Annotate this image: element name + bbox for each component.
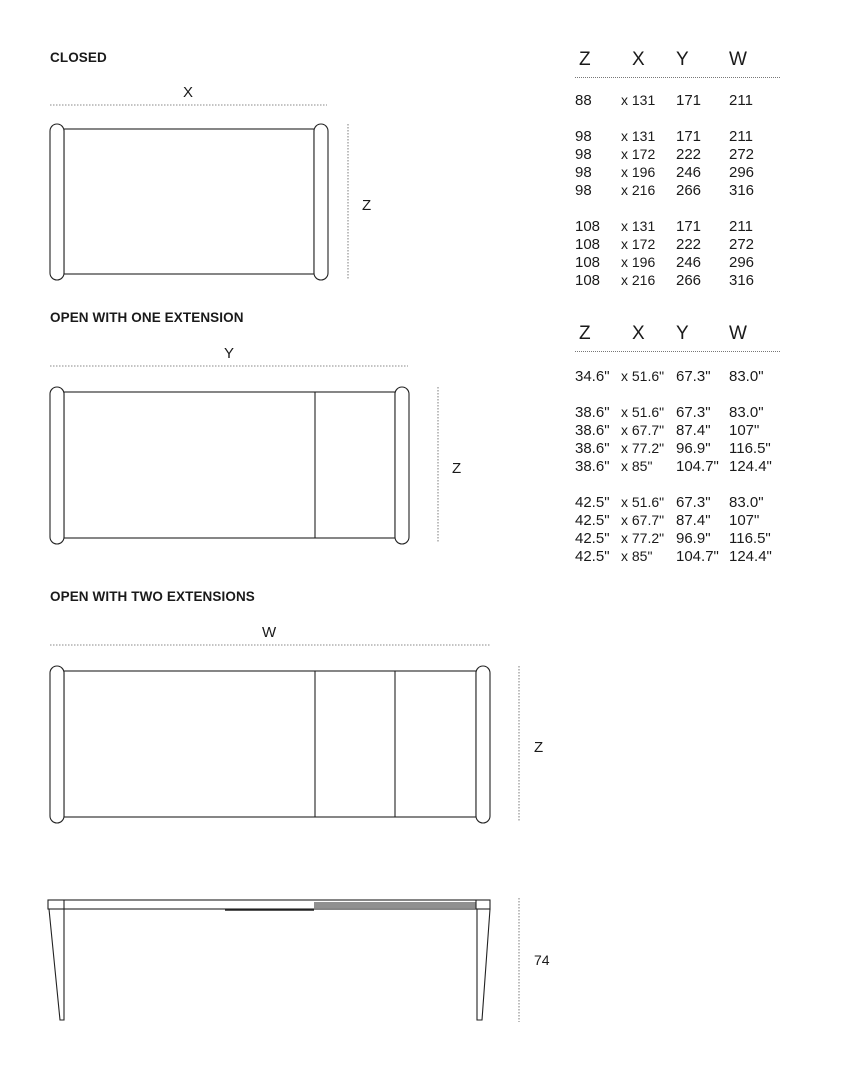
one-ext-end-left (50, 387, 64, 544)
two-extensions-top-view (50, 645, 519, 823)
cell-x: x 131 (621, 128, 656, 144)
cell-z: 34.6" (575, 368, 610, 385)
elevation-leg-left (49, 909, 64, 1020)
cell-z: 42.5" (575, 548, 610, 565)
section-title-one-extension: OPEN WITH ONE EXTENSION (50, 310, 244, 325)
table-row (575, 254, 780, 272)
cell-z: 42.5" (575, 494, 610, 511)
one-ext-depth-label: Z (452, 460, 462, 477)
side-elevation-view (48, 898, 519, 1022)
cell-w: 296 (729, 164, 755, 181)
cell-w: 211 (729, 218, 753, 235)
imperial-table-header (575, 323, 780, 347)
cell-z: 98 (575, 146, 592, 163)
two-ext-tabletop (64, 671, 476, 817)
cell-x: x 216 (621, 182, 656, 198)
cell-w: 124.4" (729, 458, 772, 475)
cell-y: 246 (676, 164, 702, 181)
two-ext-width-label: W (262, 624, 277, 641)
cell-z: 108 (575, 272, 601, 289)
table-row (575, 182, 780, 200)
cell-w: 83.0" (729, 494, 764, 511)
cell-x: x 196 (621, 164, 656, 180)
one-ext-end-right (395, 387, 409, 544)
section-title-closed: CLOSED (50, 50, 107, 65)
imperial-header-x: X (632, 323, 645, 344)
metric-header-x: X (632, 49, 645, 70)
cell-w: 316 (729, 182, 755, 199)
table-row (575, 440, 780, 458)
metric-header-w: W (729, 49, 747, 70)
cell-z: 98 (575, 182, 592, 199)
closed-top-view (50, 105, 348, 280)
imperial-header-w: W (729, 323, 747, 344)
cell-x: x 85" (621, 548, 653, 564)
cell-w: 296 (729, 254, 755, 271)
cell-y: 67.3" (676, 494, 711, 511)
cell-x: x 77.2" (621, 530, 665, 546)
table-row (575, 128, 780, 146)
cell-w: 211 (729, 92, 753, 109)
cell-y: 222 (676, 236, 702, 253)
imperial-header-z: Z (579, 323, 591, 344)
cell-w: 272 (729, 146, 755, 163)
elevation-leg-right (477, 909, 490, 1020)
table-row (575, 272, 780, 290)
closed-tabletop (64, 129, 314, 274)
cell-y: 96.9" (676, 440, 711, 457)
cell-y: 67.3" (676, 368, 711, 385)
table-row (575, 530, 780, 548)
cell-x: x 216 (621, 272, 656, 288)
table-row (575, 146, 780, 164)
cell-z: 42.5" (575, 530, 610, 547)
cell-w: 272 (729, 236, 755, 253)
cell-w: 211 (729, 128, 753, 145)
cell-w: 116.5" (729, 440, 771, 457)
cell-z: 108 (575, 218, 601, 235)
one-ext-tabletop (64, 392, 395, 538)
table-row (575, 236, 780, 254)
cell-x: x 131 (621, 218, 656, 234)
cell-x: x 51.6" (621, 404, 665, 420)
metric-header-z: Z (579, 49, 591, 70)
closed-end-right (314, 124, 328, 280)
metric-table-rule (575, 77, 780, 78)
cell-y: 171 (676, 92, 702, 109)
cell-y: 67.3" (676, 404, 711, 421)
cell-z: 38.6" (575, 440, 610, 457)
height-label: 74 (534, 952, 550, 968)
cell-w: 107" (729, 512, 760, 529)
cell-w: 83.0" (729, 368, 764, 385)
cell-y: 266 (676, 182, 702, 199)
table-row (575, 164, 780, 182)
cell-w: 316 (729, 272, 755, 289)
cell-y: 87.4" (676, 512, 711, 529)
cell-x: x 172 (621, 146, 656, 162)
two-ext-end-left (50, 666, 64, 823)
cell-z: 38.6" (575, 458, 610, 475)
cell-y: 104.7" (676, 458, 719, 475)
table-row (575, 404, 780, 422)
cell-z: 98 (575, 164, 592, 181)
cell-z: 42.5" (575, 512, 610, 529)
cell-w: 107" (729, 422, 760, 439)
cell-z: 108 (575, 254, 601, 271)
cell-y: 96.9" (676, 530, 711, 547)
table-row (575, 92, 780, 110)
cell-y: 104.7" (676, 548, 719, 565)
cell-y: 171 (676, 128, 702, 145)
cell-z: 38.6" (575, 404, 610, 421)
one-ext-width-label: Y (224, 345, 235, 362)
table-row (575, 422, 780, 440)
cell-z: 88 (575, 92, 592, 109)
imperial-header-y: Y (676, 323, 689, 344)
elevation-tabletop (48, 900, 490, 909)
cell-x: x 172 (621, 236, 656, 252)
closed-end-left (50, 124, 64, 280)
two-ext-end-right (476, 666, 490, 823)
table-row (575, 458, 780, 476)
table-row (575, 494, 780, 512)
table-row (575, 368, 780, 386)
metric-header-y: Y (676, 49, 689, 70)
cell-z: 98 (575, 128, 592, 145)
closed-depth-label: Z (362, 197, 372, 214)
section-title-two-extensions: OPEN WITH TWO EXTENSIONS (50, 589, 255, 604)
metric-table-header (575, 49, 780, 73)
imperial-table-rule (575, 351, 780, 352)
cell-x: x 51.6" (621, 368, 665, 384)
closed-width-label: X (183, 84, 194, 101)
cell-z: 108 (575, 236, 601, 253)
cell-x: x 77.2" (621, 440, 665, 456)
cell-y: 222 (676, 146, 702, 163)
table-row (575, 512, 780, 530)
table-row (575, 548, 780, 566)
cell-y: 87.4" (676, 422, 711, 439)
cell-x: x 67.7" (621, 422, 665, 438)
cell-y: 266 (676, 272, 702, 289)
cell-x: x 131 (621, 92, 656, 108)
cell-x: x 51.6" (621, 494, 665, 510)
cell-w: 124.4" (729, 548, 772, 565)
cell-z: 38.6" (575, 422, 610, 439)
cell-y: 246 (676, 254, 702, 271)
cell-x: x 67.7" (621, 512, 665, 528)
cell-y: 171 (676, 218, 702, 235)
cell-x: x 85" (621, 458, 653, 474)
one-extension-top-view (50, 366, 438, 544)
cell-w: 83.0" (729, 404, 764, 421)
table-row (575, 218, 780, 236)
cell-x: x 196 (621, 254, 656, 270)
two-ext-depth-label: Z (534, 739, 544, 756)
cell-w: 116.5" (729, 530, 771, 547)
